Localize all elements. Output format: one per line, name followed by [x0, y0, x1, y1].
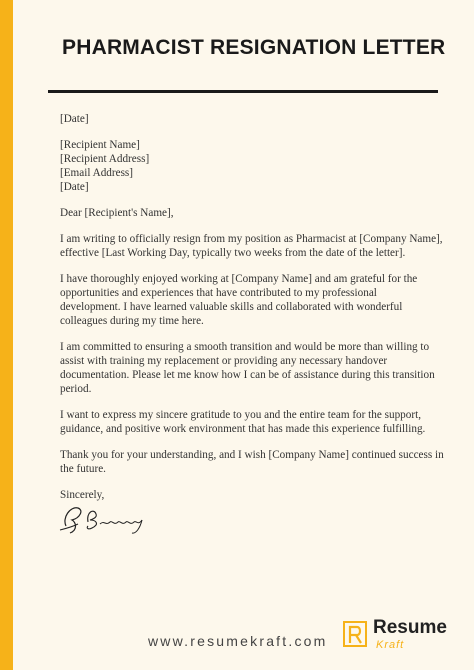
paragraph-line: colleagues during my time here. [60, 315, 204, 327]
paragraph-line: documentation. Please let me know how I can be of assistance during this transition [60, 369, 435, 381]
left-accent-bar [0, 0, 13, 670]
logo-r-icon [343, 621, 367, 647]
paragraph-1 [60, 232, 443, 260]
paragraph-line: effective [Last Working Day, typically two weeks from the date of the letter]. [60, 247, 406, 259]
resumekraft-logo [343, 617, 453, 657]
paragraph-line: I am writing to officially resign from my position as Pharmacist at [Company Name], [60, 233, 443, 245]
recipient-address: [Recipient Address] [60, 153, 150, 165]
logo-sub-text: Kraft [376, 639, 405, 651]
recipient-name: [Recipient Name] [60, 139, 140, 151]
logo-main-text: Resume [373, 617, 447, 638]
paragraph-4 [60, 408, 430, 436]
paragraph-line: the future. [60, 463, 106, 475]
paragraph-5 [60, 448, 444, 476]
paragraph-line: opportunities and experiences that have contributed to my professional [60, 287, 377, 299]
paragraph-2 [60, 272, 430, 328]
title-divider [48, 90, 438, 93]
paragraph-line: I am committed to ensuring a smooth transition and would be more than willing to [60, 341, 430, 353]
paragraph-line: guidance, and positive work environment that has made this experience fulfilling. [60, 423, 426, 435]
salutation: Dear [Recipient's Name], [60, 207, 174, 219]
letter-body [60, 112, 444, 502]
paragraph-line: I want to express my sincere gratitude to you and the entire team for the support, [60, 409, 421, 421]
recipient-email: [Email Address] [60, 167, 134, 179]
paragraph-line: Thank you for your understanding, and I wish [Company Name] continued success in [60, 449, 444, 461]
date-line: [Date] [60, 113, 89, 125]
recipient-date: [Date] [60, 181, 89, 193]
closing: Sincerely, [60, 489, 105, 501]
paragraph-line: period. [60, 383, 92, 395]
paragraph-line: assist with training my replacement or providing any necessary handover [60, 355, 388, 367]
page-title: PHARMACIST RESIGNATION LETTER [62, 36, 446, 59]
footer-url[interactable]: www.resumekraft.com [148, 633, 328, 649]
paragraph-line: development. I have learned valuable skills and collaborated with wonderful [60, 301, 403, 313]
paragraph-line: I have thoroughly enjoyed working at [Company Name] and am grateful for the [60, 273, 418, 285]
handwritten-signature [58, 500, 148, 536]
paragraph-3 [60, 340, 435, 396]
